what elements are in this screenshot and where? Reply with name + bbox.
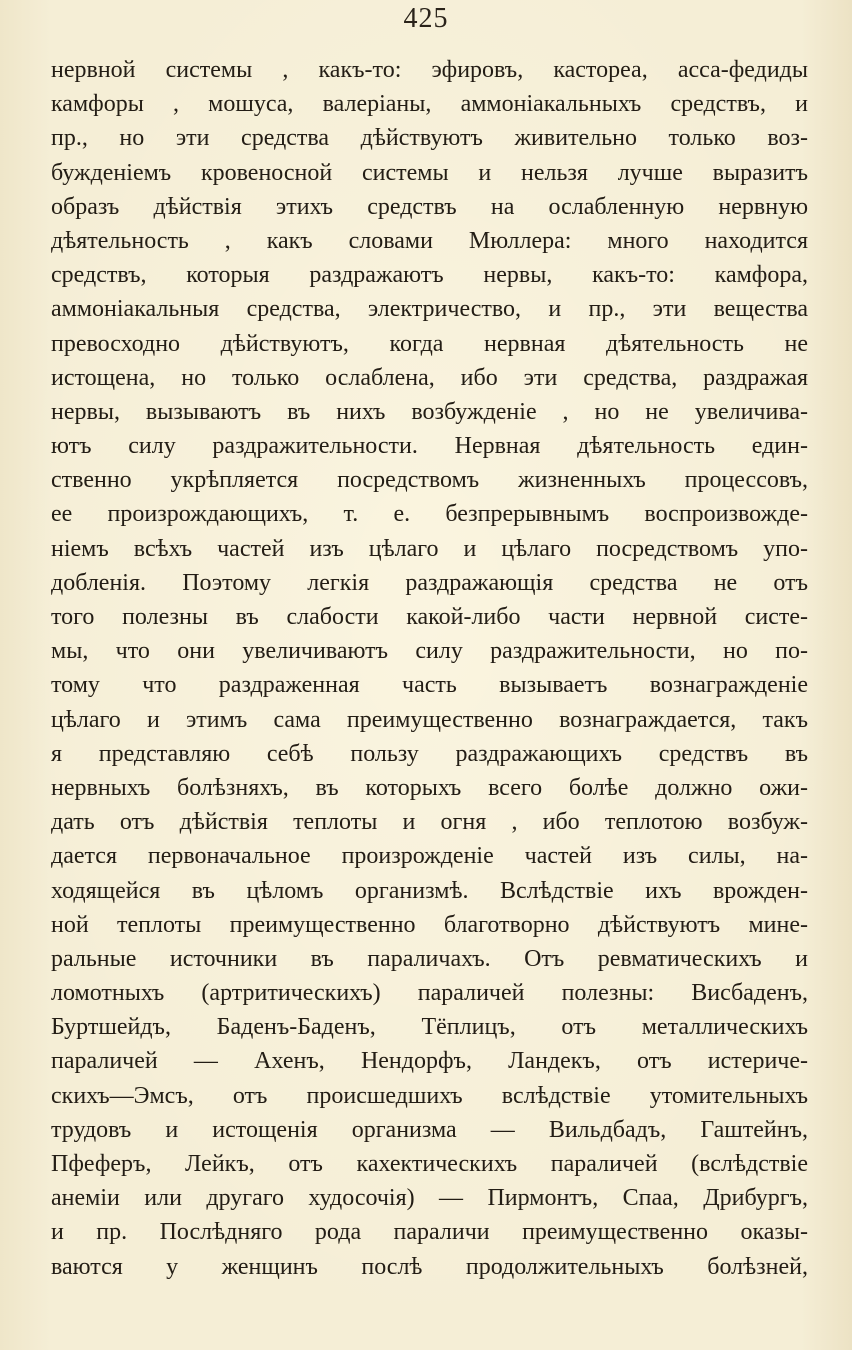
text-line: истощена, но только ослаблена, ибо эти средства, раздражая: [51, 364, 808, 391]
text-line: мы, что они увеличиваютъ силу раздражительности, но по-: [51, 638, 808, 665]
text-line: параличей — Ахенъ, Нендорфъ, Ландекъ, отъ истериче-: [51, 1048, 808, 1075]
text-line: Буртшейдъ, Баденъ-Баденъ, Тёплицъ, отъ металлическихъ: [51, 1014, 808, 1041]
text-line: камфоры , мошуса, валеріаны, аммоніакальныхъ средствъ, и: [51, 91, 808, 118]
text-line: анеміи или другаго худосочія) — Пирмонтъ, Спаа, Дрибургъ,: [51, 1185, 808, 1212]
text-line: превосходно дѣйствуютъ, когда нервная дѣятельность не: [51, 330, 808, 357]
text-line: трудовъ и истощенія организма — Вильдбадъ, Гаштейнъ,: [51, 1116, 808, 1143]
text-line: ніемъ всѣхъ частей изъ цѣлаго и цѣлаго посредствомъ упо-: [51, 535, 808, 562]
text-line: ваются у женщинъ послѣ продолжительныхъ болѣзней,: [51, 1253, 808, 1280]
page-number: 425: [403, 3, 449, 34]
text-line: бужденіемъ кровеносной системы и нельзя лучше выразитъ: [51, 159, 808, 186]
text-line: тому что раздраженная часть вызываетъ вознагражденіе: [51, 672, 808, 699]
text-line: дать отъ дѣйствія теплоты и огня , ибо теплотою возбуж-: [51, 809, 808, 836]
text-line: и пр. Послѣдняго рода параличи преимущественно оказы-: [51, 1219, 808, 1246]
text-line: скихъ—Эмсъ, отъ происшедшихъ вслѣдствіе утомительныхъ: [51, 1082, 808, 1109]
text-line: ной теплоты преимущественно благотворно дѣйствуютъ мине-: [51, 911, 808, 938]
text-line: ственно укрѣпляется посредствомъ жизненныхъ процессовъ,: [51, 467, 808, 494]
text-line: ютъ силу раздражительности. Нервная дѣятельность един-: [51, 433, 808, 460]
text-line: того полезны въ слабости какой-либо части нервной систе-: [51, 604, 808, 630]
text-line: цѣлаго и этимъ сама преимущественно вознаграждается, такъ: [51, 706, 808, 733]
text-line: образъ дѣйствія этихъ средствъ на ослабленную нервную: [51, 193, 808, 220]
text-line: ее произрождающихъ, т. е. безпрерывнымъ воспроизвожде-: [51, 501, 808, 528]
text-line: ломотныхъ (артритическихъ) параличей полезны: Висбаденъ,: [51, 980, 808, 1007]
text-line: нервной системы , какъ-то: эфировъ, кастореа, асса-федиды: [51, 57, 808, 83]
text-line: дается первоначальное произрожденіе частей изъ силы, на-: [51, 843, 808, 870]
text-line: нервы, вызываютъ въ нихъ возбужденіе , но не увеличива-: [51, 398, 808, 425]
text-line: аммоніакальныя средства, электричество, и пр., эти вещества: [51, 296, 808, 323]
text-line: пр., но эти средства дѣйствуютъ живительно только воз-: [51, 125, 808, 152]
text-line: дѣятельность , какъ словами Мюллера: много находится: [51, 227, 808, 254]
text-line: ходящейся въ цѣломъ организмѣ. Вслѣдствіе ихъ врожден-: [51, 877, 808, 904]
text-line: средствъ, которыя раздражаютъ нервы, какъ-то: камфора,: [51, 262, 808, 289]
text-line: нервныхъ болѣзняхъ, въ которыхъ всего болѣе должно ожи-: [51, 774, 808, 801]
text-line: добленія. Поэтому легкія раздражающія средства не отъ: [51, 569, 808, 596]
text-line: я представляю себѣ пользу раздражающихъ средствъ въ: [51, 740, 808, 767]
body-text: [51, 53, 808, 1284]
text-line: Пфеферъ, Лейкъ, отъ кахектическихъ параличей (вслѣдствіе: [51, 1151, 808, 1177]
text-line: ральные источники въ параличахъ. Отъ ревматическихъ и: [51, 945, 808, 972]
